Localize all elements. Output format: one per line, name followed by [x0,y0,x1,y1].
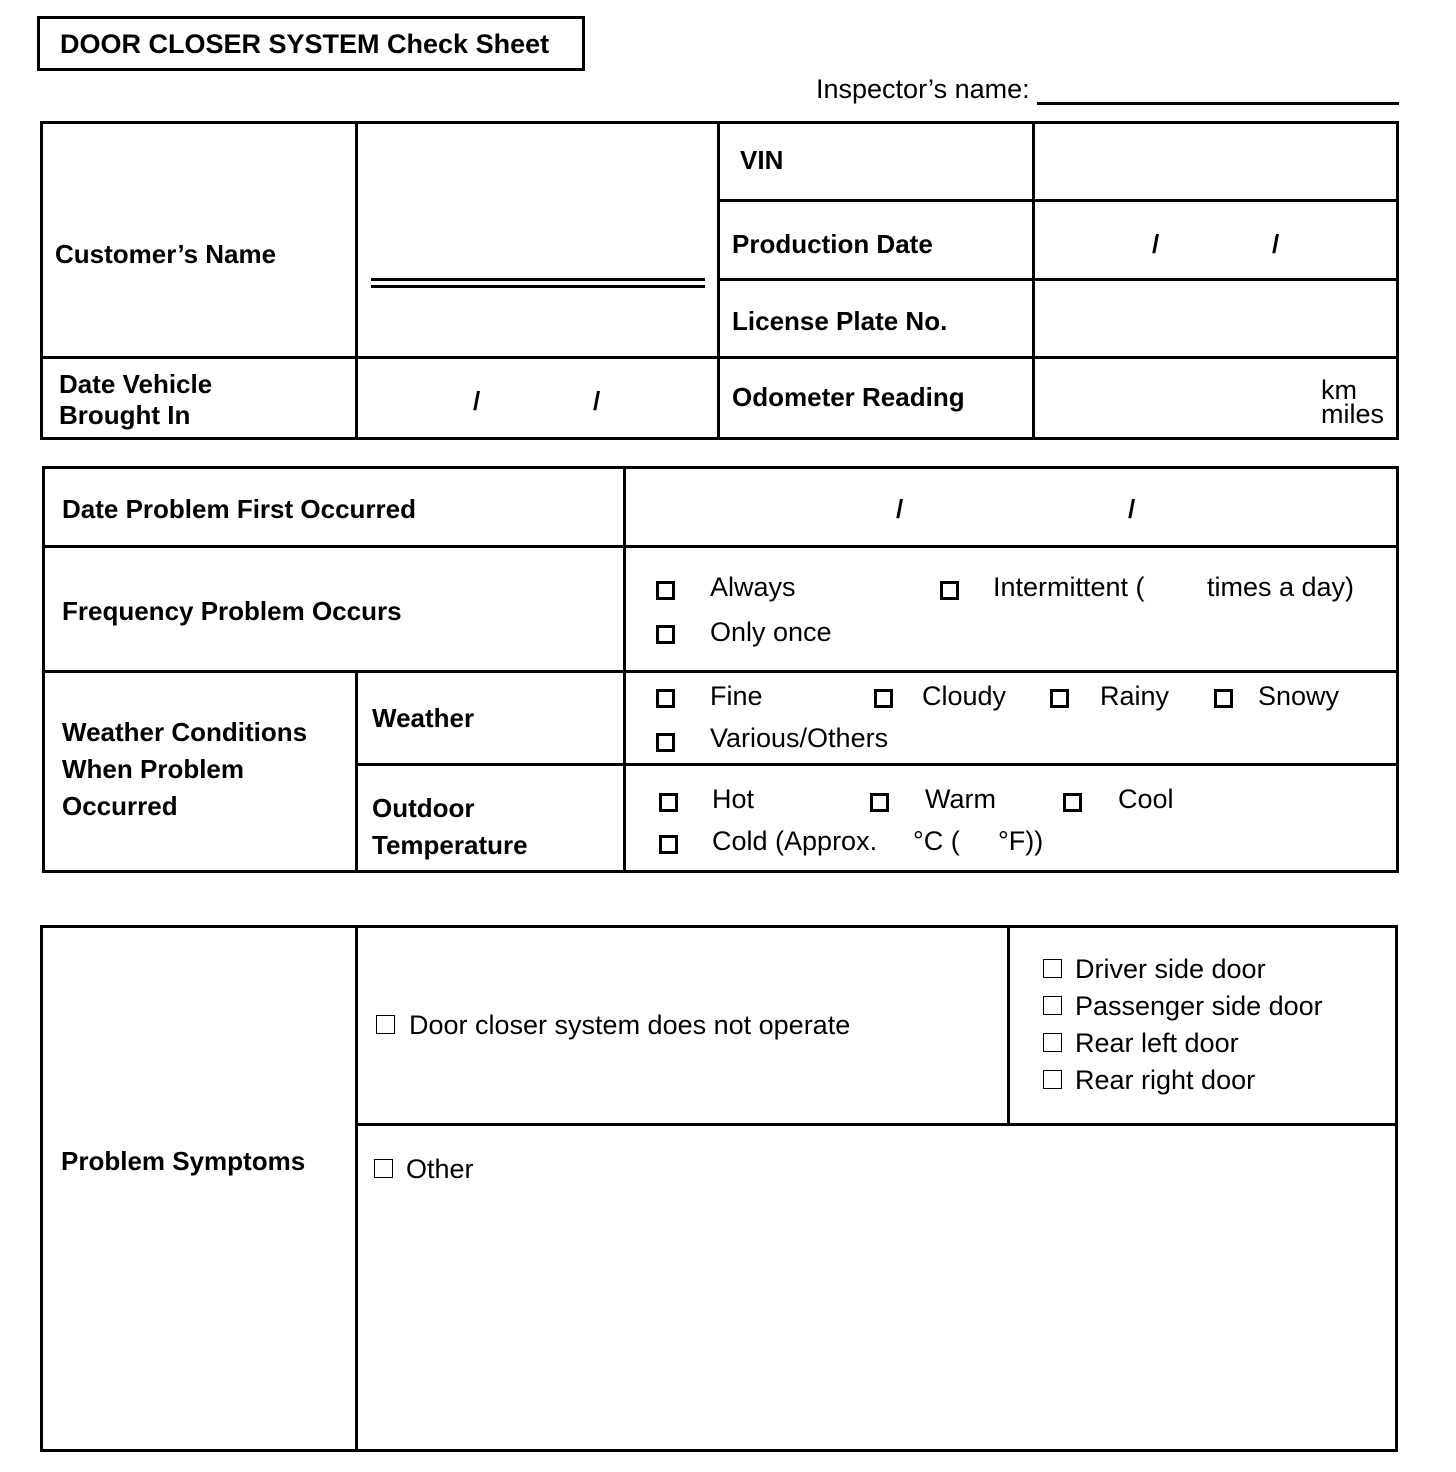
rear-right-door-label: Rear right door [1075,1065,1256,1095]
divider [355,925,358,1452]
driver-door-label: Driver side door [1075,954,1266,984]
various-others-label: Various/Others [710,723,889,753]
cloudy-label: Cloudy [922,681,1007,711]
weather-conditions-label [62,714,307,825]
outdoor-temperature-label-line1: Outdoor [372,793,475,823]
date-brought-in-label [59,369,212,431]
cloudy-checkbox[interactable] [874,689,893,708]
odometer-unit-miles: miles [1321,399,1385,429]
only-once-checkbox[interactable] [656,625,675,644]
inspector-name-field[interactable] [1037,102,1399,105]
vin-field[interactable] [1037,124,1395,198]
odometer-unit-km: km [1321,375,1357,405]
divider [355,763,1399,766]
other-label: Other [406,1154,474,1184]
divider [717,199,1399,202]
weather-conditions-label-line2: When Problem [62,754,245,784]
rainy-checkbox[interactable] [1050,689,1069,708]
always-label: Always [710,572,796,602]
license-plate-label: License Plate No. [732,306,948,336]
customer-name-field[interactable] [360,124,715,354]
date-brought-in-slash: / [473,386,481,416]
date-brought-in-label-line2: Brought In [59,400,191,430]
times-a-day-label: times a day) [1207,572,1355,602]
snowy-label: Snowy [1258,681,1340,711]
frequency-label: Frequency Problem Occurs [62,596,402,626]
inspector-name-label: Inspector’s name: [816,74,1030,104]
date-brought-in-label-line1: Date Vehicle [59,369,213,399]
cool-checkbox[interactable] [1063,793,1082,812]
license-plate-field[interactable] [1037,282,1395,354]
vin-label: VIN [740,145,784,175]
snowy-checkbox[interactable] [1214,689,1233,708]
production-date-label: Production Date [732,229,933,259]
other-checkbox[interactable] [374,1159,393,1178]
various-others-checkbox[interactable] [656,733,675,752]
divider [40,356,1399,359]
sheet-title: DOOR CLOSER SYSTEM Check Sheet [37,16,585,71]
divider [42,545,1399,548]
production-date-slash: / [1272,229,1280,259]
rear-left-door-checkbox[interactable] [1043,1033,1062,1052]
divider [42,670,1399,673]
passenger-door-label: Passenger side door [1075,991,1323,1021]
date-brought-in-slash: / [593,386,601,416]
hot-checkbox[interactable] [659,793,678,812]
warm-checkbox[interactable] [870,793,889,812]
other-details-field[interactable] [360,1195,1394,1447]
passenger-door-checkbox[interactable] [1043,996,1062,1015]
intermittent-label: Intermittent ( [993,572,1145,602]
outdoor-temperature-label [372,790,528,864]
cool-label: Cool [1118,784,1174,814]
rainy-label: Rainy [1100,681,1170,711]
intermittent-checkbox[interactable] [940,581,959,600]
not-operate-label: Door closer system does not operate [409,1010,851,1040]
fahrenheit-label: °F)) [998,826,1044,856]
customer-name-label: Customer’s Name [55,239,277,269]
problem-symptoms-label: Problem Symptoms [61,1146,306,1176]
only-once-label: Only once [710,617,832,647]
driver-door-checkbox[interactable] [1043,959,1062,978]
hot-label: Hot [712,784,755,814]
divider [355,670,358,873]
customer-name-underline [371,278,705,281]
divider [355,121,358,440]
production-date-slash: / [1152,229,1160,259]
weather-conditions-label-line1: Weather Conditions [62,717,308,747]
weather-conditions-label-line3: Occurred [62,791,178,821]
weather-label: Weather [372,703,475,733]
odometer-label: Odometer Reading [732,382,965,412]
fine-checkbox[interactable] [656,689,675,708]
date-first-occurred-slash: / [1128,494,1136,524]
always-checkbox[interactable] [656,581,675,600]
not-operate-checkbox[interactable] [376,1015,395,1034]
divider [355,1123,1398,1126]
rear-left-door-label: Rear left door [1075,1028,1239,1058]
cold-checkbox[interactable] [659,835,678,854]
divider [717,278,1399,281]
rear-right-door-checkbox[interactable] [1043,1070,1062,1089]
customer-name-underline [371,285,705,288]
date-first-occurred-label: Date Problem First Occurred [62,494,416,524]
fine-label: Fine [710,681,763,711]
date-first-occurred-slash: / [896,494,904,524]
warm-label: Warm [925,784,996,814]
cold-label: Cold (Approx. [712,826,878,856]
celsius-label: °C ( [913,826,960,856]
outdoor-temperature-label-line2: Temperature [372,830,528,860]
divider [1007,925,1010,1125]
